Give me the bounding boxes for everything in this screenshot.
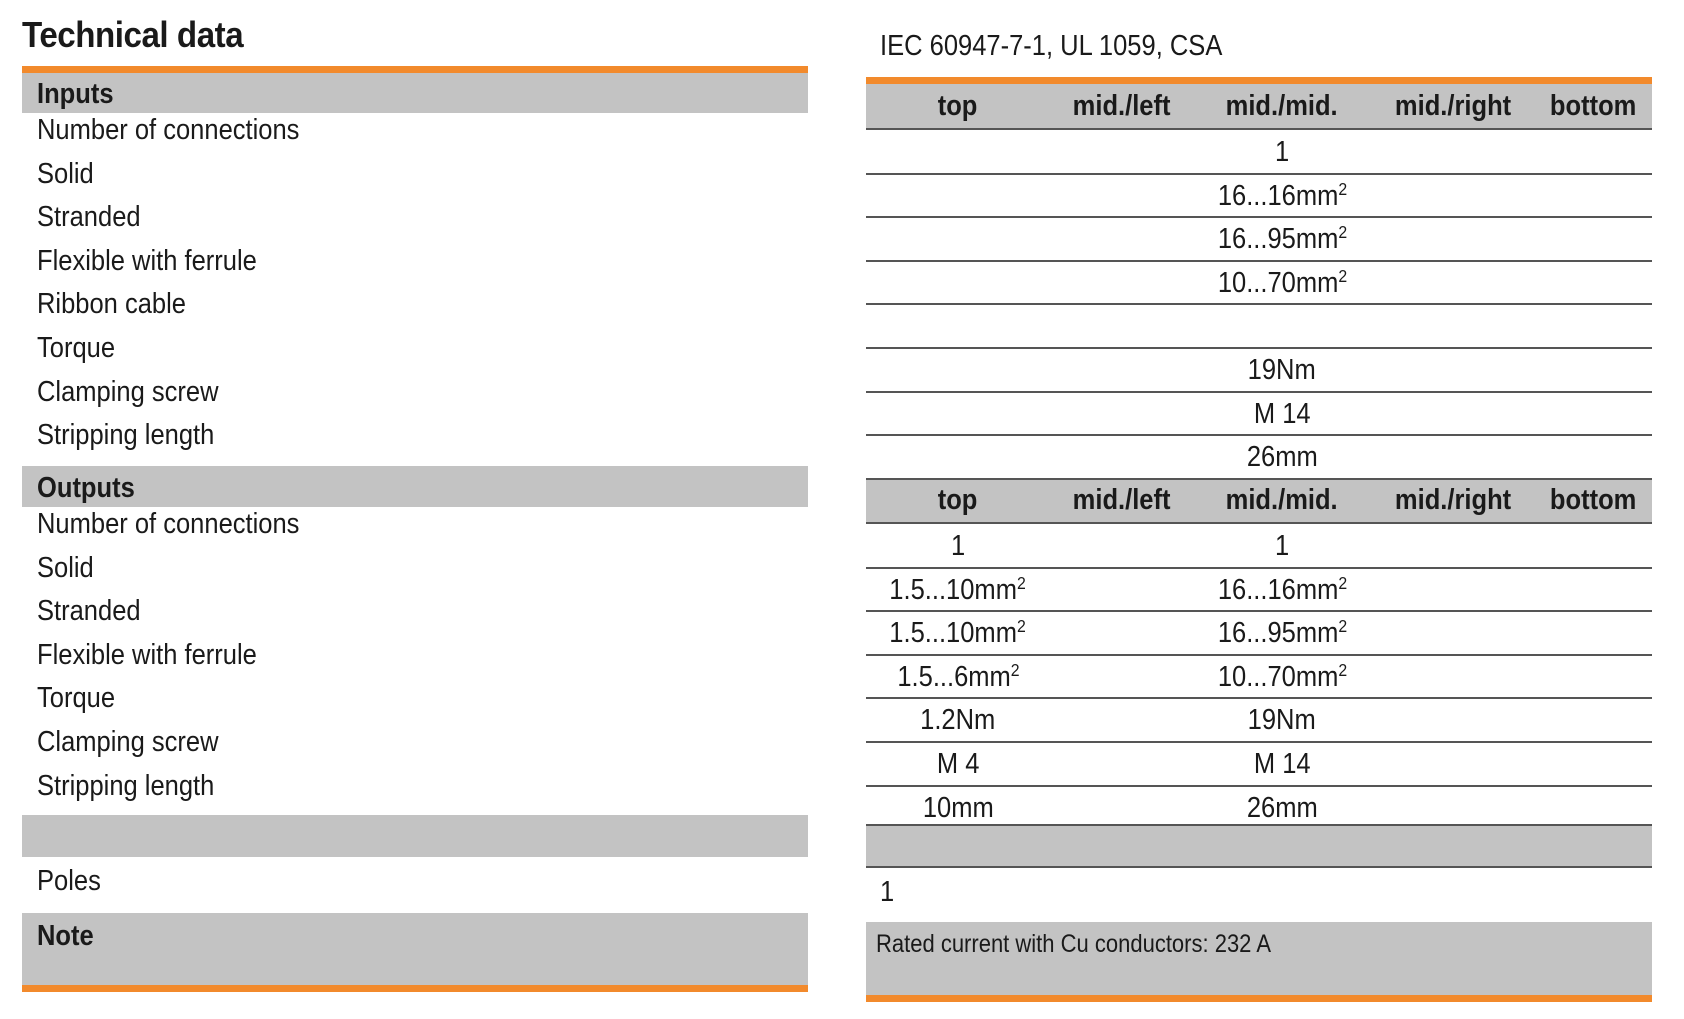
outputs-column-header-text: mid./mid. [1225,484,1339,516]
standards-text: IEC 60947-7-1, UL 1059, CSA [880,30,1223,62]
outputs-top-value [858,655,1058,699]
outputs-mid-value-text: 19Nm [1247,704,1317,737]
outputs-row-label: Torque [37,682,116,715]
outputs-mid-value [1182,742,1382,786]
inputs-mid-value [1182,217,1382,261]
outputs-mid-value [1182,524,1382,568]
outputs-row-label: Stranded [37,595,141,628]
outputs-column-header-text: top [938,484,978,516]
inputs-mid-value-text: 19Nm [1247,354,1317,386]
outputs-mid-value-text: 26mm [1246,791,1318,824]
superscript-two: 2 [1337,265,1347,286]
outputs-row-label: Clamping screw [37,726,219,758]
outputs-mid-value [1182,786,1382,830]
outputs-mid-value-text: 10...70mm [1217,660,1338,693]
outputs-top-value [858,786,1058,830]
inputs-column-header [1373,84,1533,128]
inputs-column-header-text: bottom [1549,90,1637,122]
superscript-two: 2 [1337,659,1347,680]
superscript-two: 2 [1010,659,1020,680]
right-bottom-rule [866,995,1652,1002]
inputs-mid-value-text: 16...16mm [1217,179,1338,212]
inputs-row-label: Clamping screw [37,375,219,408]
superscript-two: 2 [1337,222,1347,243]
note-text: Rated current with Cu conductors: 232 A [876,930,1271,958]
outputs-column-header-text: bottom [1549,484,1637,516]
inputs-mid-value [1182,130,1382,174]
inputs-mid-value [1182,348,1382,392]
outputs-column-header [1373,478,1533,522]
outputs-top-value [858,611,1058,655]
inputs-mid-value [1182,174,1382,218]
poles-value: 1 [880,876,895,908]
outputs-column-header [878,478,1038,522]
inputs-row-label: Torque [37,332,116,364]
outputs-top-value [858,698,1058,742]
inputs-row-divider [866,303,1652,305]
superscript-two: 2 [1017,616,1027,637]
poles-label: Poles [37,865,101,897]
outputs-row-label: Stripping length [37,769,215,802]
inputs-row-label: Stranded [37,201,141,234]
inputs-column-header [1513,84,1673,128]
outputs-top-value [858,568,1058,612]
inputs-column-header [878,84,1038,128]
inputs-column-header-text: mid./mid. [1225,90,1339,122]
superscript-two: 2 [1337,178,1347,199]
inputs-column-header-text: top [938,90,978,122]
outputs-column-header [1513,478,1673,522]
outputs-top-value-text: 1.2Nm [920,704,996,737]
outputs-band [22,466,808,507]
inputs-band [22,73,808,113]
inputs-column-header [1042,84,1202,128]
outputs-mid-value-text: M 14 [1253,748,1311,780]
left-bottom-rule [22,985,808,992]
inputs-mid-value-text: 16...95mm [1217,223,1338,256]
outputs-mid-value-text: 16...95mm [1217,617,1338,650]
note-band [22,913,808,989]
inputs-row-label: Solid [37,157,94,190]
outputs-column-header-text: mid./left [1073,484,1171,516]
outputs-bottom-divider [866,824,1652,826]
outputs-top-value-text: 10mm [922,791,994,824]
outputs-column-header [1042,478,1202,522]
outputs-mid-value-text: 16...16mm [1217,573,1338,606]
outputs-row-label: Flexible with ferrule [37,638,257,671]
outputs-top-value-text: M 4 [936,748,980,780]
blank-band-underline [866,866,1652,868]
inputs-mid-value-text: 1 [1274,136,1290,168]
outputs-mid-value-text: 1 [1274,530,1290,562]
inputs-row-label: Stripping length [37,419,215,452]
superscript-two: 2 [1337,616,1347,637]
outputs-column-header-text: mid./right [1394,484,1512,516]
inputs-mid-value [1182,392,1382,436]
outputs-top-value [858,524,1058,568]
inputs-row-divider [866,478,1652,480]
outputs-row-label: Number of connections [37,508,300,540]
outputs-top-value-text: 1.5...10mm [889,573,1018,606]
outputs-mid-value [1182,698,1382,742]
inputs-row-label: Flexible with ferrule [37,244,257,277]
outputs-top-value-text: 1.5...10mm [889,617,1018,650]
blank-right-band [866,826,1652,868]
inputs-row-label: Ribbon cable [37,288,186,321]
outputs-top-value-text: 1 [950,530,966,562]
inputs-row-label: Number of connections [37,114,300,146]
superscript-two: 2 [1017,572,1027,593]
inputs-mid-value-text: 26mm [1246,441,1318,474]
right-top-rule [866,77,1652,84]
inputs-heading: Inputs [37,78,114,110]
inputs-mid-value [1182,261,1382,305]
outputs-mid-value [1182,655,1382,699]
inputs-mid-value [1182,435,1382,479]
outputs-row-label: Solid [37,551,94,584]
inputs-column-header [1202,84,1362,128]
inputs-column-header-text: mid./left [1073,90,1171,122]
outputs-mid-value [1182,611,1382,655]
outputs-mid-value [1182,568,1382,612]
blank-band [22,815,808,857]
page-title: Technical data [22,14,244,55]
outputs-heading: Outputs [37,472,135,504]
note-heading: Note [37,920,94,952]
superscript-two: 2 [1337,572,1347,593]
outputs-top-value-text: 1.5...6mm [896,660,1011,693]
outputs-column-header [1202,478,1362,522]
inputs-mid-value-text: 10...70mm [1217,266,1338,299]
outputs-top-value [858,742,1058,786]
inputs-column-header-text: mid./right [1394,90,1512,122]
inputs-mid-value-text: M 14 [1253,397,1311,430]
left-top-rule [22,66,808,73]
